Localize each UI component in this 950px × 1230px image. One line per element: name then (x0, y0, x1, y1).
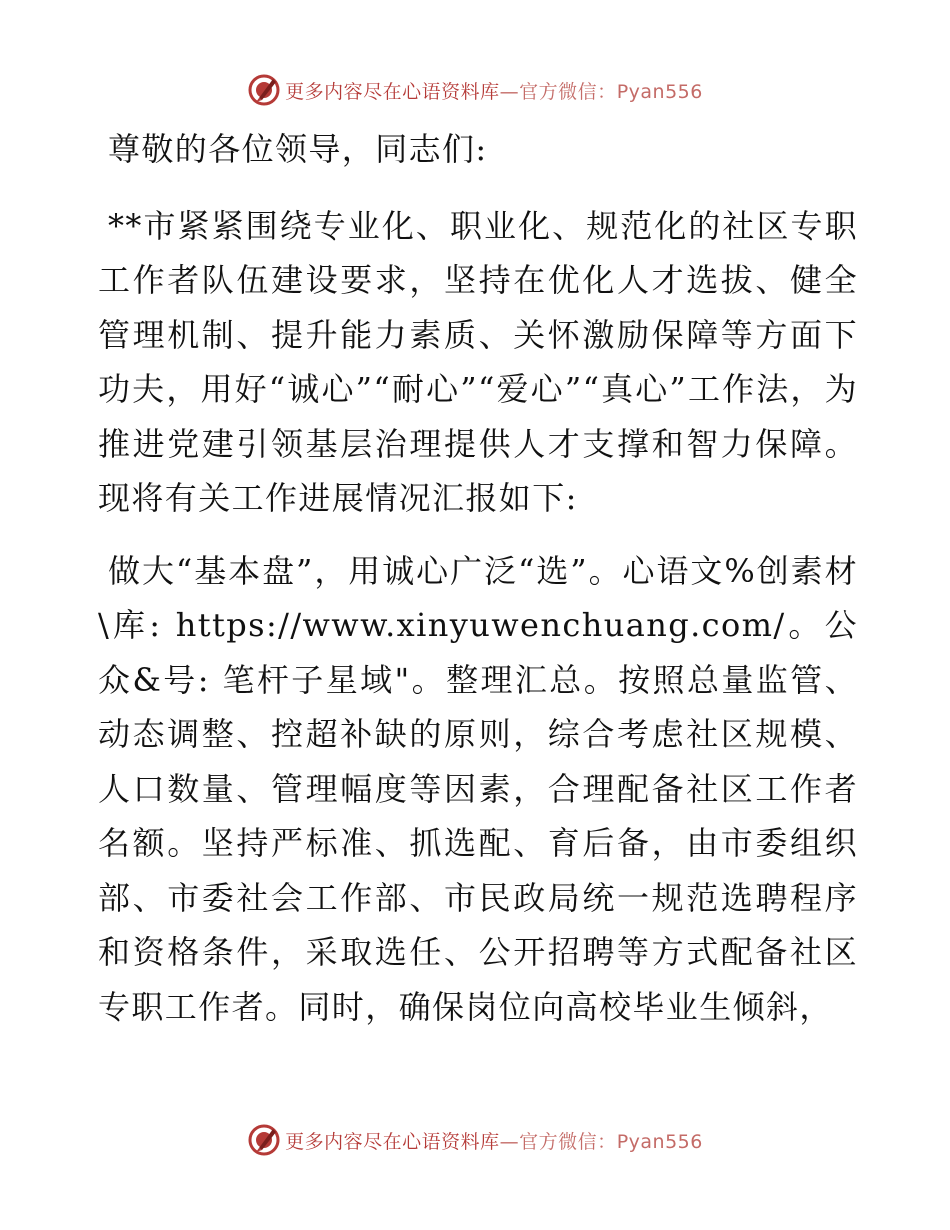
paragraph-1: **市紧紧围绕专业化、职业化、规范化的社区专职工作者队伍建设要求，坚持在优化人才选拔、健全管理机制、提升能力素质、关怀激励保障等方面下功夫，用好“诚心”“耐心”“爱心”“真心”工作法，为推进党建引领基层治理提供人才支撑和智力保障。现将有关工作进展情况汇报如下: (98, 206, 858, 517)
document-body (98, 122, 858, 1052)
header-banner (0, 70, 950, 110)
greeting: 尊敬的各位领导，同志们: (108, 130, 488, 168)
paragraph-2: 做大“基本盘”，用诚心广泛“选”。心语文%创素材\库: https://www.xinyuwenchuang.com/。公众&号: 笔杆子星域"。整理汇总。按照总量监管、动态调整、控超补缺的原则，综合考虑社区规模、人口数量、管理幅度等因素，合理配备社区工作者名额。坚持严标准、抓选配、育后备，由市委组织部、市委社会工作部、市民政局统一规范选聘程序和资格条件，采取选任、公开招聘等方式配备社区专职工作者。同时，确保岗位向高校毕业生倾斜， (98, 551, 858, 1026)
pen-nib-icon (247, 73, 281, 107)
footer-banner (0, 1120, 950, 1160)
header-banner-text: 更多内容尽在心语资料库—官方微信：Pyan556 (285, 80, 703, 103)
pen-nib-icon (247, 1123, 281, 1157)
footer-banner-text: 更多内容尽在心语资料库—官方微信：Pyan556 (285, 1130, 703, 1153)
